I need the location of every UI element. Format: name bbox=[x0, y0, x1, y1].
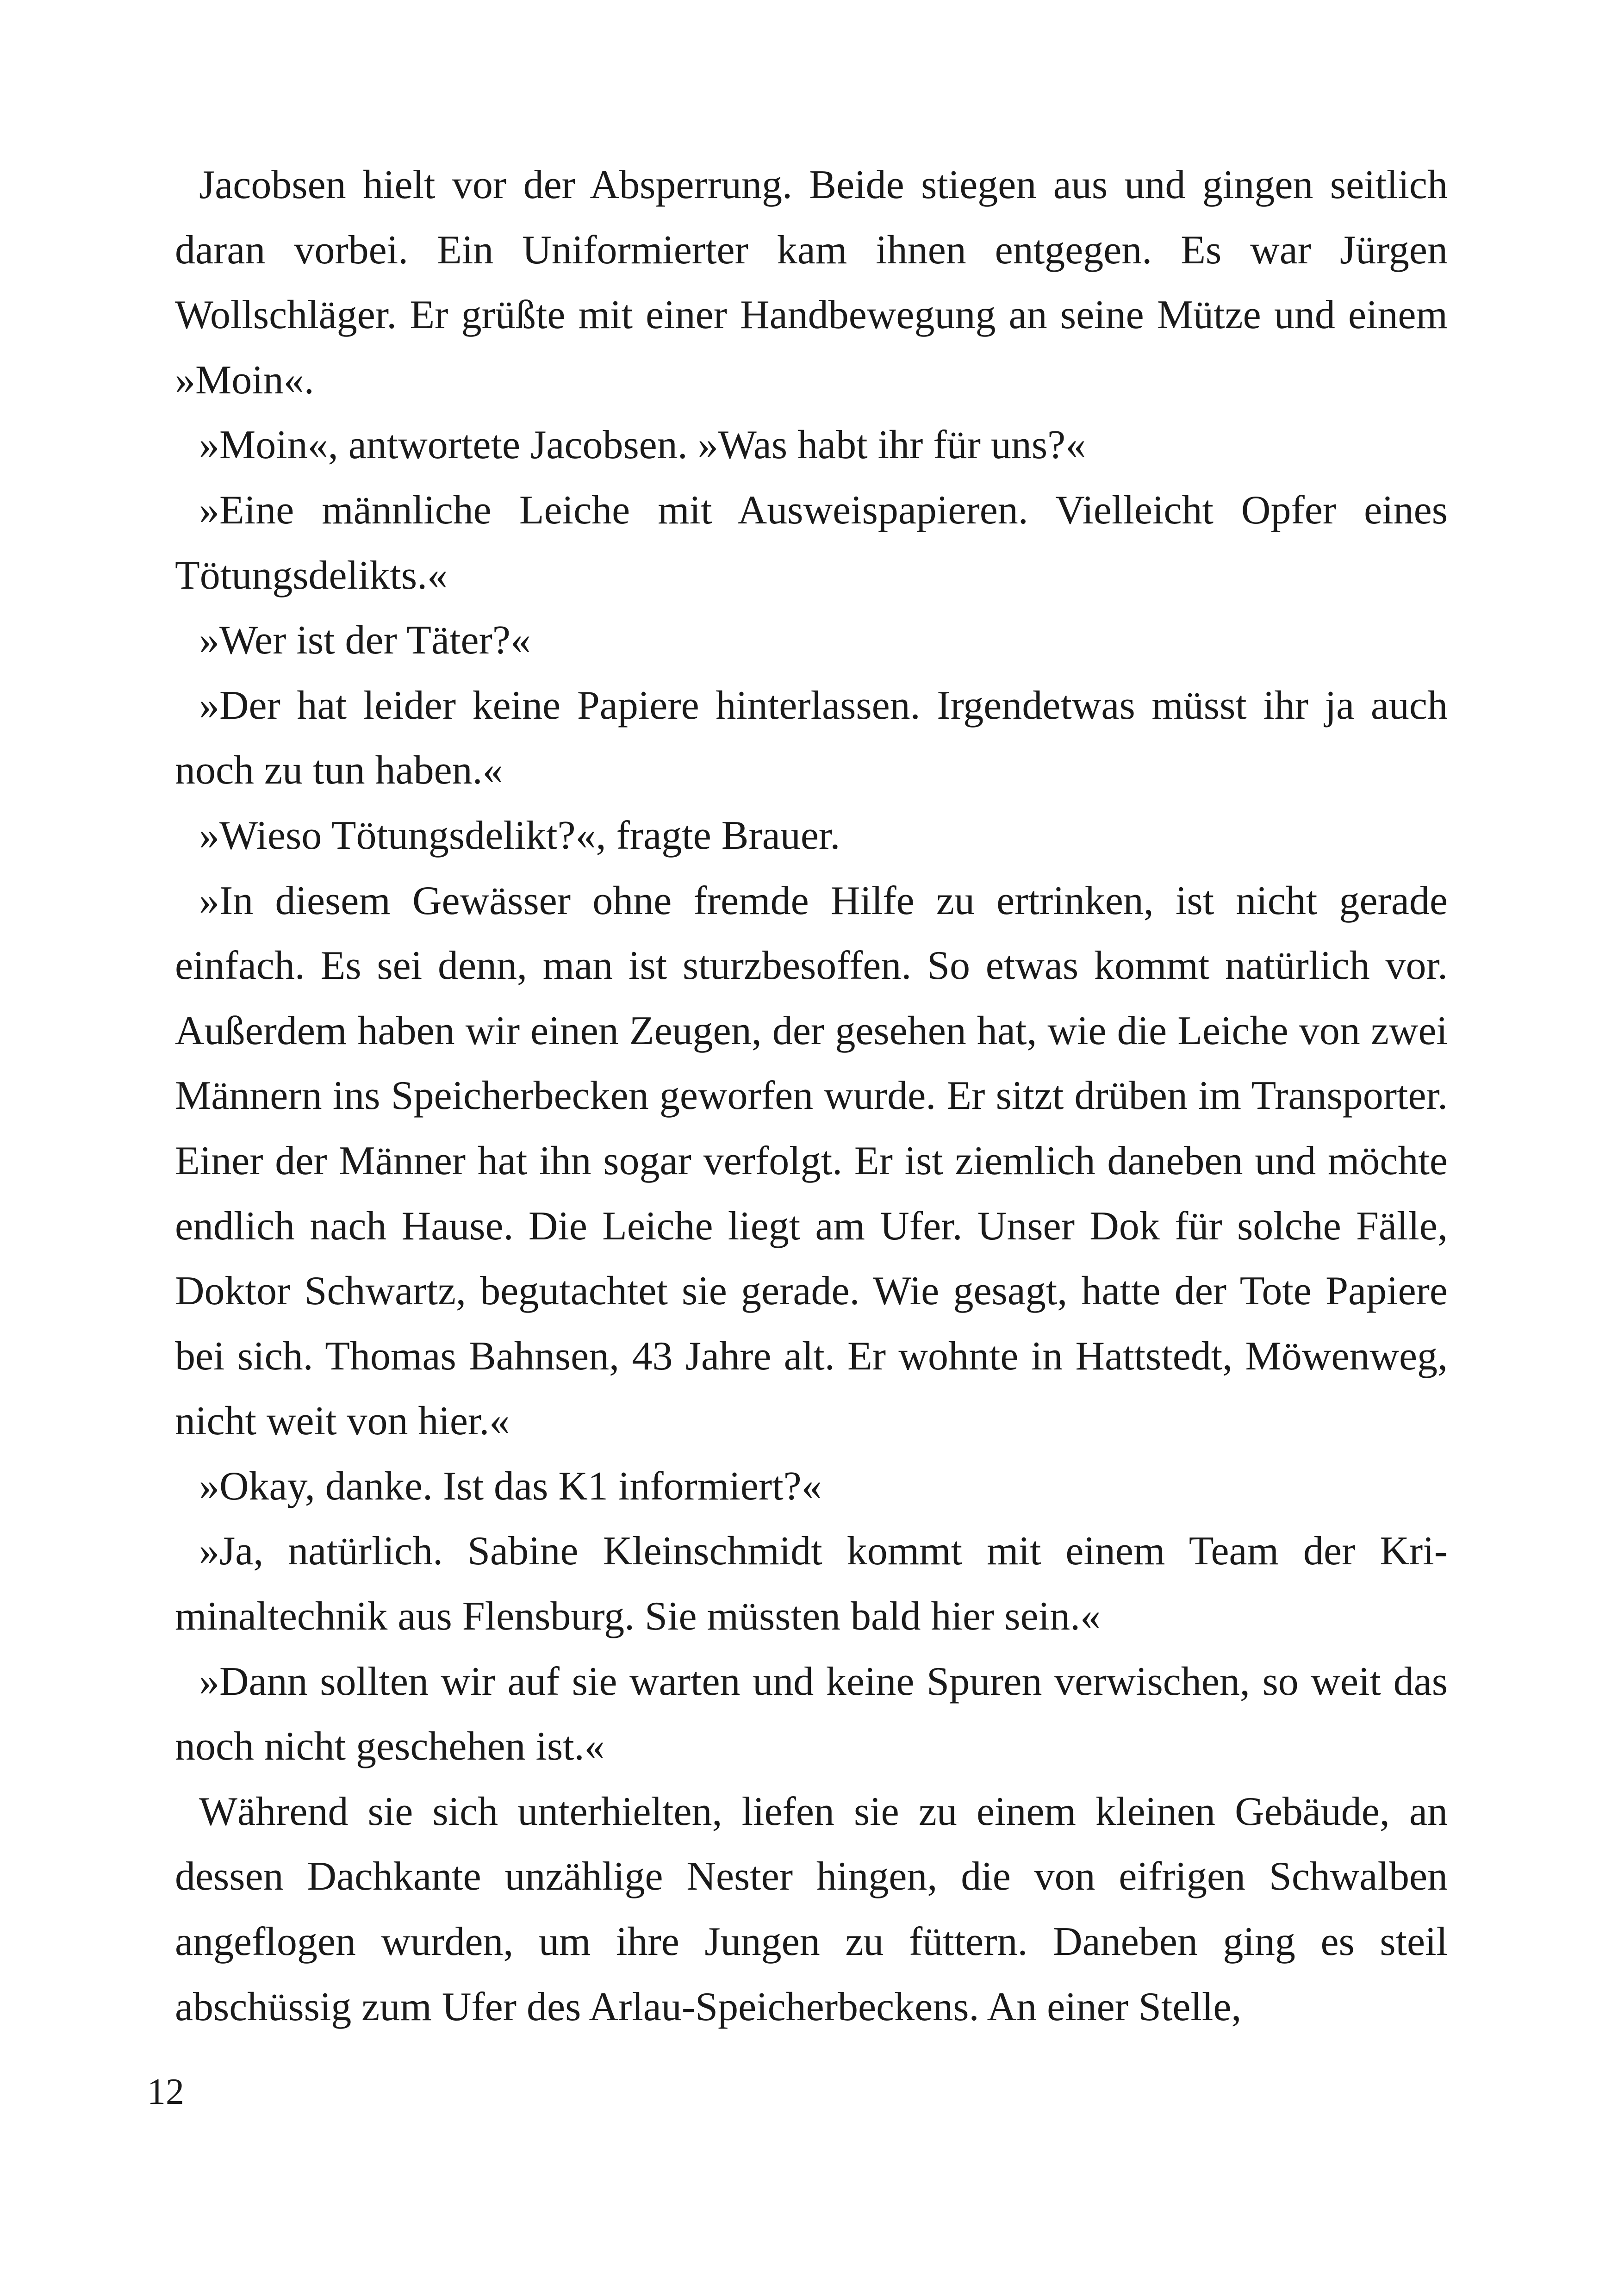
paragraph: Jacobsen hielt vor der Absperrung. Beide stiegen aus und gingen seitlich daran vorbei. Ein Uniformierter kam ihnen entgegen. Es war Jürgen Wollschläger. Er grüßte mit einer Handbewegung an seine Mütze und einem »Moin«. bbox=[175, 162, 1448, 403]
paragraph: »Moin«, antwortete Jacobsen. »Was habt ihr für uns?« bbox=[199, 423, 1086, 468]
page-number: 12 bbox=[147, 2072, 184, 2112]
paragraph: »Eine männliche Leiche mit Ausweispapieren. Vielleicht Opfer eines Tötungsdelikts.« bbox=[175, 487, 1448, 598]
paragraph: Während sie sich unterhielten, liefen sie zu einem kleinen Gebäude, an dessen Dachkante unzählige Nester hingen, die von eifrigen Schwalben angeflogen wurden, um ihre Jungen zu füttern. Daneben ging es steil abschüssig zum Ufer des Arlau-Speicherbeckens. An einer Stelle, bbox=[175, 1789, 1448, 2029]
paragraph: »Wieso Tötungsdelikt?«, fragte Brauer. bbox=[199, 813, 840, 858]
paragraph: »In diesem Gewässer ohne fremde Hilfe zu ertrinken, ist nicht gerade einfach. Es sei denn, man ist sturzbesoffen. So etwas kommt natürlich vor. Außerdem haben wir einen Zeugen, der gesehen hat, wie die Leiche von zwei Männern ins Speicherbecken geworfen wurde. Er sitzt drüben im Transporter. Einer der Männer hat ihn sogar verfolgt. Er ist ziemlich daneben und möchte endlich nach Hause. Die Leiche liegt am Ufer. Unser Dok für solche Fälle, Doktor Schwartz, begutachtet sie gerade. Wie gesagt, hatte der Tote Papiere bei sich. Thomas Bahnsen, 43 Jahre alt. Er wohnte in Hattstedt, Möwenweg, nicht weit von hier.« bbox=[175, 878, 1448, 1444]
body-text bbox=[175, 153, 1448, 2040]
paragraph: »Wer ist der Täter?« bbox=[199, 618, 531, 663]
paragraph: »Okay, danke. Ist das K1 informiert?« bbox=[199, 1463, 822, 1509]
paragraph: »Ja, natürlich. Sabine Kleinschmidt kommt mit einem Team der Kriminaltechnik aus Flensburg. Sie müssten bald hier sein.« bbox=[175, 1529, 1448, 1639]
paragraph: »Der hat leider keine Papiere hinterlassen. Irgendetwas müsst ihr ja auch noch zu tun haben.« bbox=[175, 683, 1448, 793]
paragraph: »Dann sollten wir auf sie warten und keine Spuren verwischen, so weit das noch nicht geschehen ist.« bbox=[175, 1659, 1448, 1769]
